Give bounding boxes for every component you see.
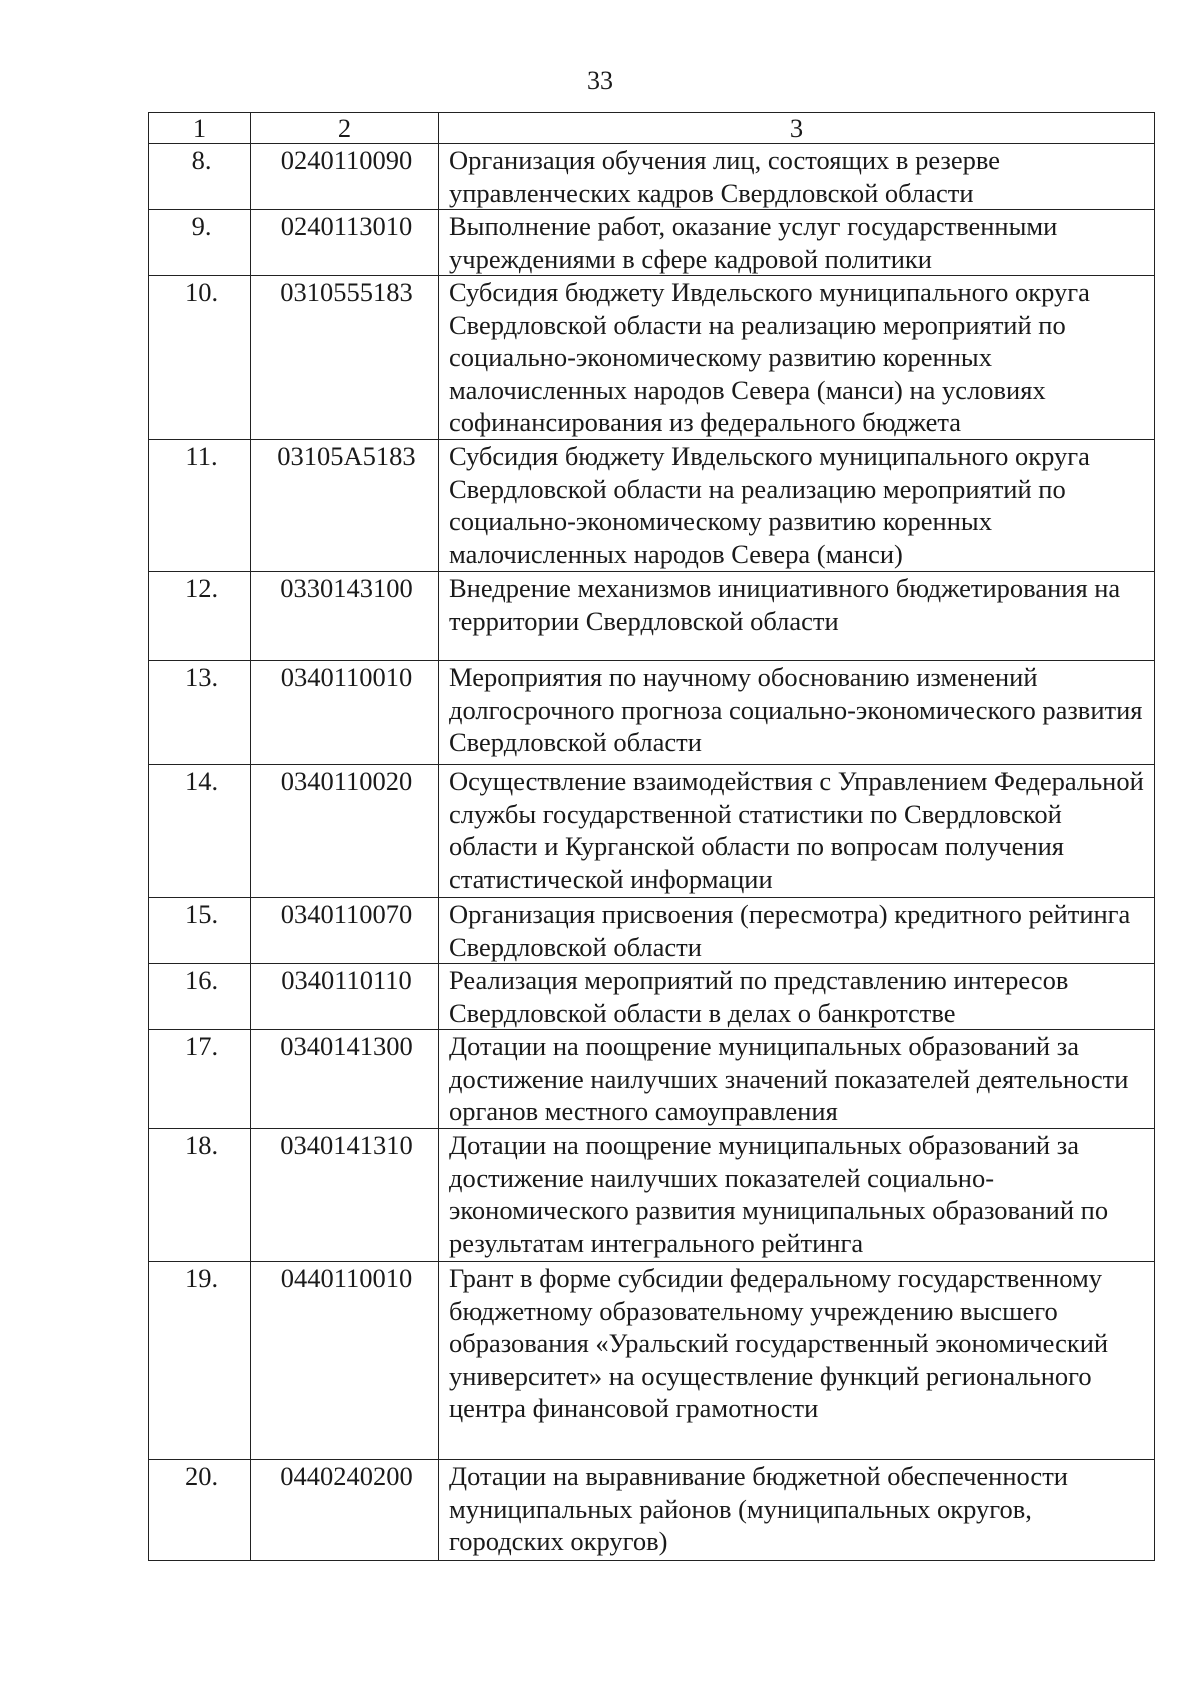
- row-description: Внедрение механизмов инициативного бюджетирования на территории Свердловской области: [439, 572, 1155, 661]
- target-code: 0340141310: [251, 1129, 439, 1262]
- row-description: Организация присвоения (пересмотра) кредитного рейтинга Свердловской области: [439, 898, 1155, 964]
- row-description: Дотации на выравнивание бюджетной обеспеченности муниципальных районов (муниципальных округов, городских округов): [439, 1460, 1155, 1561]
- table-row: [149, 210, 1155, 276]
- row-number: 16.: [149, 964, 251, 1030]
- row-description: Субсидия бюджету Ивдельского муниципального округа Свердловской области на реализацию мероприятий по социально-экономическому развитию коренных малочисленных народов Севера (манси) на условиях софинансирования из федерального бюджета: [439, 276, 1155, 440]
- row-number: 10.: [149, 276, 251, 440]
- column-header: 2: [251, 113, 439, 144]
- target-code: 0340110020: [251, 765, 439, 898]
- row-description: Выполнение работ, оказание услуг государственными учреждениями в сфере кадровой политики: [439, 210, 1155, 276]
- page-number: 33: [587, 66, 613, 95]
- row-description: Реализация мероприятий по представлению интересов Свердловской области в делах о банкротстве: [439, 964, 1155, 1030]
- table-header-row: [149, 113, 1155, 144]
- table-row: [149, 1129, 1155, 1262]
- target-code: 0310555183: [251, 276, 439, 440]
- target-code: 0240110090: [251, 144, 439, 210]
- target-code: 0440110010: [251, 1262, 439, 1460]
- row-description: Дотации на поощрение муниципальных образований за достижение наилучших показателей социально-экономического развития муниципальных образований по результатам интегрального рейтинга: [439, 1129, 1155, 1262]
- row-number: 20.: [149, 1460, 251, 1561]
- row-description: Организация обучения лиц, состоящих в резерве управленческих кадров Свердловской области: [439, 144, 1155, 210]
- table-row: [149, 1030, 1155, 1129]
- target-code: 0340110110: [251, 964, 439, 1030]
- target-code: 0340141300: [251, 1030, 439, 1129]
- row-description: Дотации на поощрение муниципальных образований за достижение наилучших значений показателей деятельности органов местного самоуправления: [439, 1030, 1155, 1129]
- row-number: 17.: [149, 1030, 251, 1129]
- budget-code-table: [148, 112, 1155, 1561]
- table-row: [149, 765, 1155, 898]
- target-code: 0340110010: [251, 661, 439, 765]
- row-number: 9.: [149, 210, 251, 276]
- row-number: 8.: [149, 144, 251, 210]
- target-code: 0330143100: [251, 572, 439, 661]
- row-number: 19.: [149, 1262, 251, 1460]
- row-description: Грант в форме субсидии федеральному государственному бюджетному образовательному учреждению высшего образования «Уральский государственный экономический университет» на осуществление функций регионального центра финансовой грамотности: [439, 1262, 1155, 1460]
- row-number: 13.: [149, 661, 251, 765]
- target-code: 03105A5183: [251, 440, 439, 572]
- column-header: 1: [149, 113, 251, 144]
- target-code: 0440240200: [251, 1460, 439, 1561]
- table-row: [149, 1460, 1155, 1561]
- row-number: 18.: [149, 1129, 251, 1262]
- row-number: 15.: [149, 898, 251, 964]
- target-code: 0240113010: [251, 210, 439, 276]
- table-row: [149, 144, 1155, 210]
- table-row: [149, 898, 1155, 964]
- table-row: [149, 276, 1155, 440]
- table-row: [149, 1262, 1155, 1460]
- row-description: Мероприятия по научному обоснованию изменений долгосрочного прогноза социально-экономического развития Свердловской области: [439, 661, 1155, 765]
- target-code: 0340110070: [251, 898, 439, 964]
- table-row: [149, 572, 1155, 661]
- row-number: 14.: [149, 765, 251, 898]
- row-number: 11.: [149, 440, 251, 572]
- row-description: Осуществление взаимодействия с Управлением Федеральной службы государственной статистики по Свердловской области и Курганской области по вопросам получения статистической информации: [439, 765, 1155, 898]
- column-header: 3: [439, 113, 1155, 144]
- table-row: [149, 661, 1155, 765]
- table-row: [149, 440, 1155, 572]
- table-row: [149, 964, 1155, 1030]
- row-number: 12.: [149, 572, 251, 661]
- row-description: Субсидия бюджету Ивдельского муниципального округа Свердловской области на реализацию мероприятий по социально-экономическому развитию коренных малочисленных народов Севера (манси): [439, 440, 1155, 572]
